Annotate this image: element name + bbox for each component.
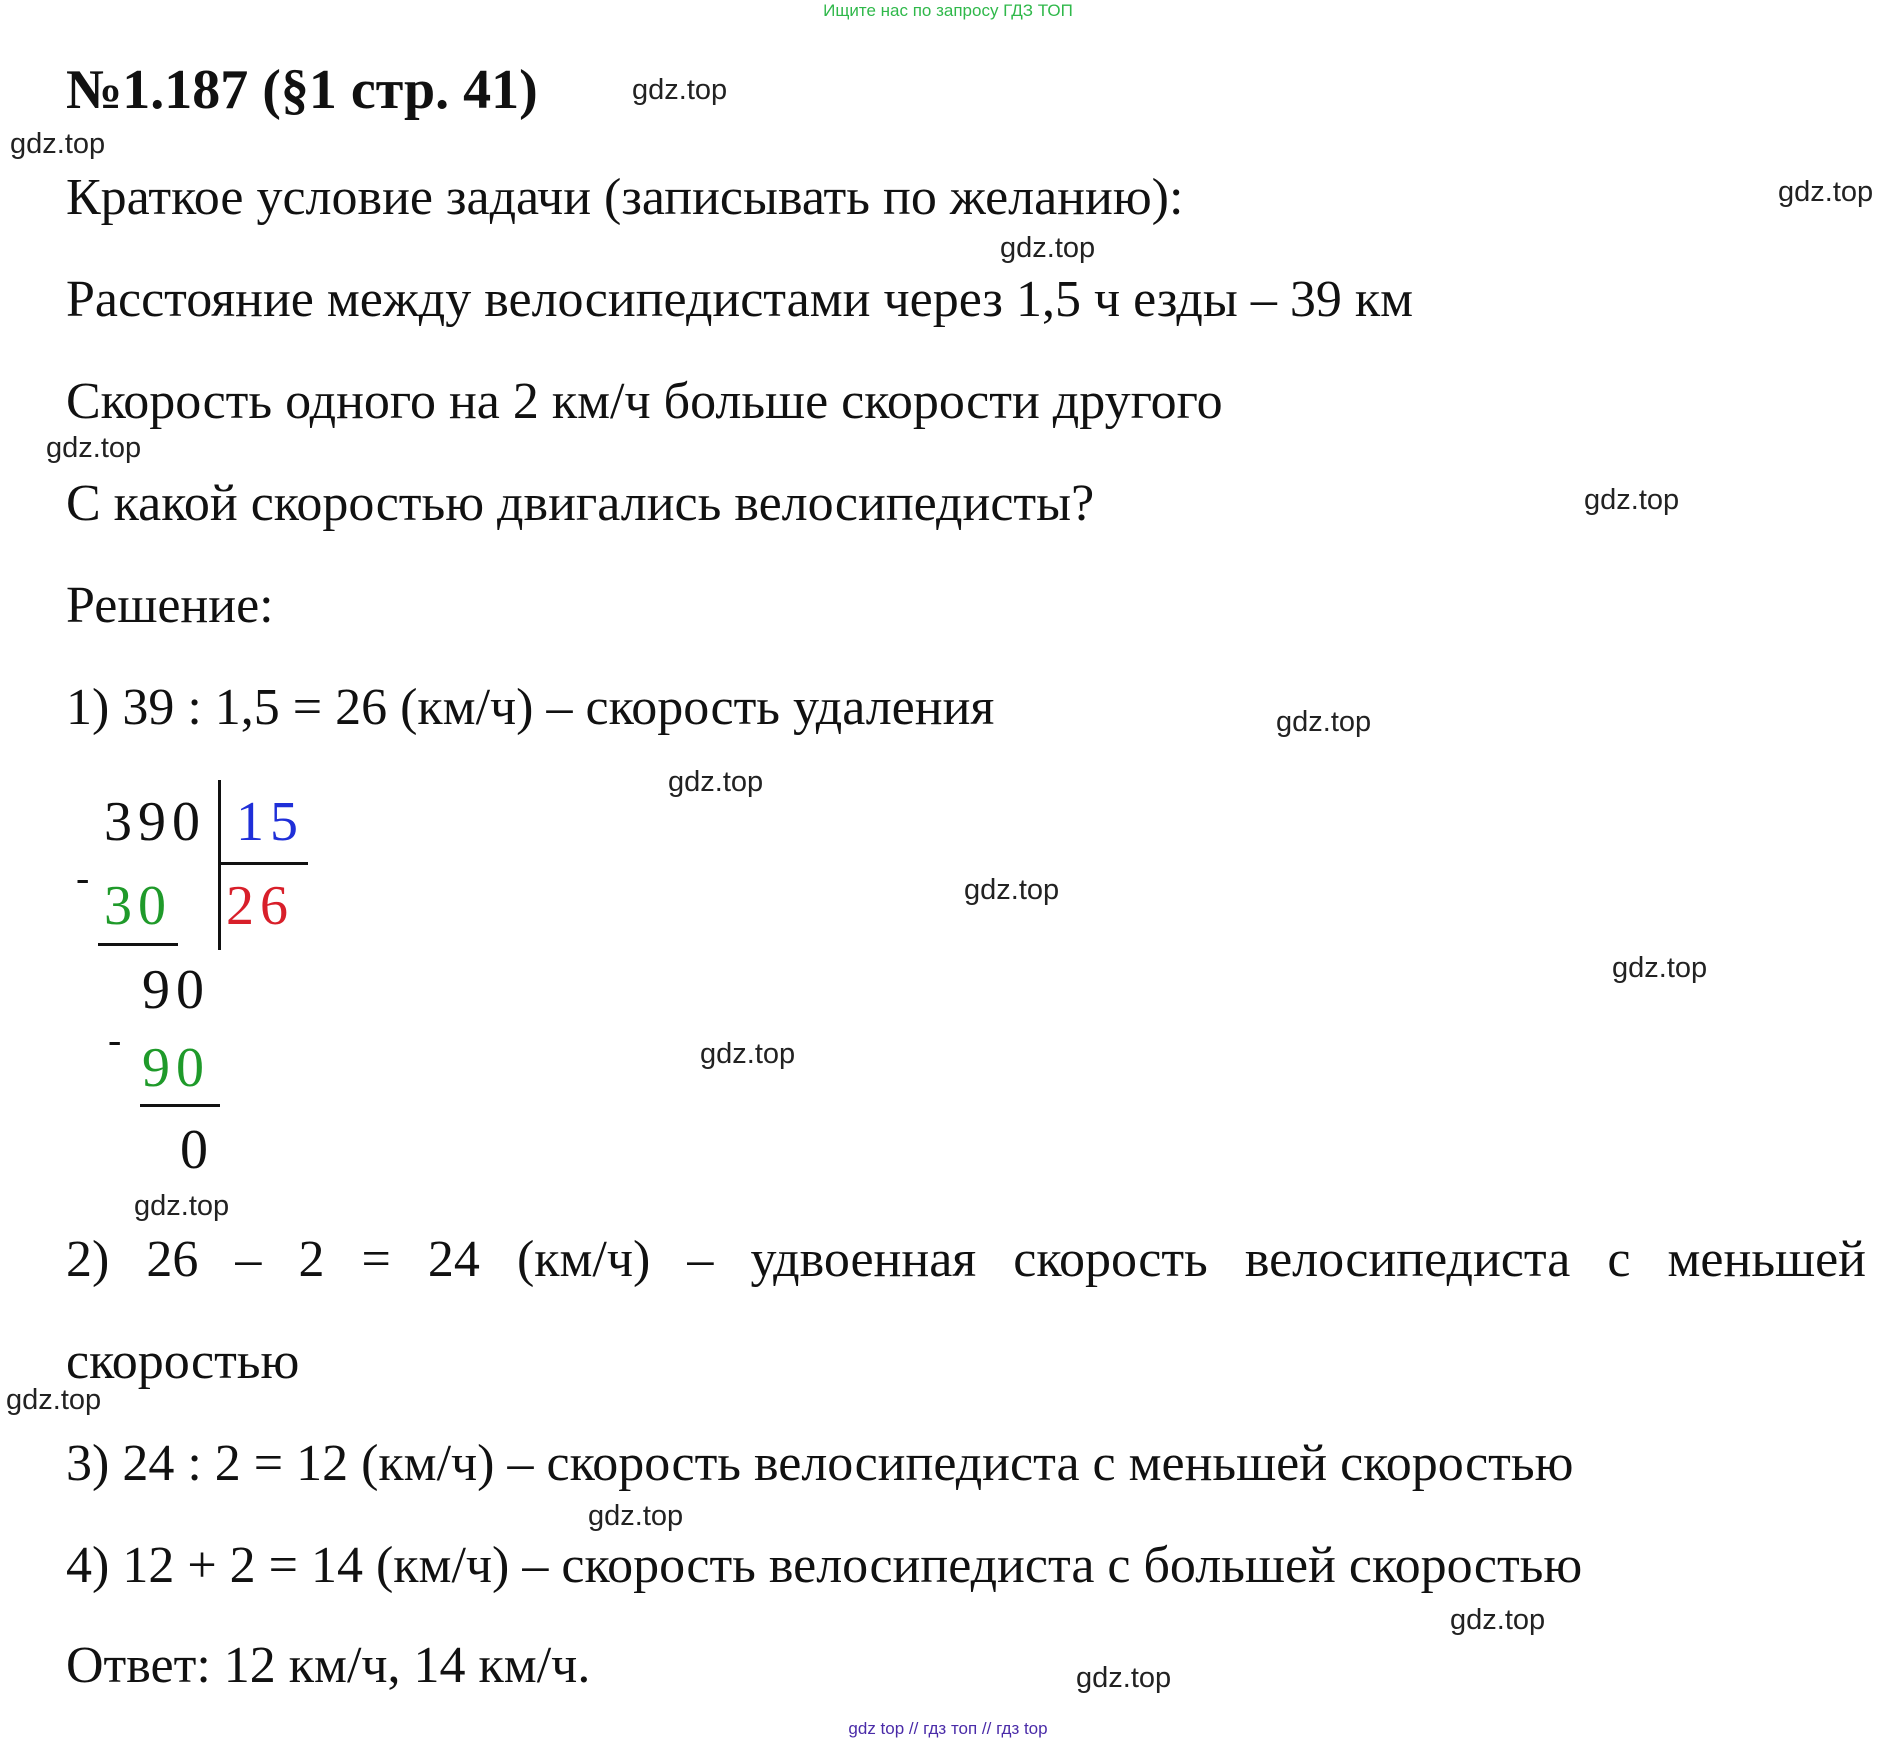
condition-line-distance: Расстояние между велосипедистами через 1,5 ч езды – 39 км bbox=[66, 271, 1413, 328]
division-subtrahend-1: 30 bbox=[104, 875, 172, 937]
watermark: gdz.top bbox=[964, 874, 1060, 906]
division-minus-1: - bbox=[76, 855, 90, 900]
watermark: gdz.top bbox=[668, 766, 764, 798]
division-quotient-bar bbox=[218, 862, 308, 865]
watermark: gdz.top bbox=[6, 1384, 102, 1416]
watermark: gdz.top bbox=[46, 432, 142, 464]
long-division bbox=[68, 770, 328, 1190]
watermark: gdz.top bbox=[10, 128, 106, 160]
watermark: gdz.top bbox=[134, 1190, 230, 1222]
watermark: gdz.top bbox=[632, 74, 728, 106]
answer-line: Ответ: 12 км/ч, 14 км/ч. bbox=[66, 1637, 591, 1694]
division-subtrahend-2: 90 bbox=[142, 1037, 210, 1099]
footer-links: gdz top // гдз топ // гдз top bbox=[848, 1719, 1048, 1738]
watermark: gdz.top bbox=[1778, 176, 1874, 208]
division-line-1 bbox=[98, 943, 178, 946]
watermark: gdz.top bbox=[1584, 484, 1680, 516]
watermark: gdz.top bbox=[588, 1500, 684, 1532]
division-minus-2: - bbox=[108, 1017, 122, 1062]
division-line-2 bbox=[140, 1104, 220, 1107]
watermark: gdz.top bbox=[1612, 952, 1708, 984]
division-dividend: 390 bbox=[104, 791, 206, 853]
question-line: С какой скоростью двигались велосипедисты? bbox=[66, 475, 1095, 532]
watermark: gdz.top bbox=[1276, 706, 1372, 738]
watermark: gdz.top bbox=[1076, 1662, 1172, 1694]
search-banner: Ищите нас по запросу ГДЗ ТОП bbox=[823, 1, 1073, 20]
step-2-line-a: 2) 26 – 2 = 24 (км/ч) – удвоенная скорость велосипедиста с меньшей bbox=[66, 1231, 1866, 1288]
watermark: gdz.top bbox=[1000, 232, 1096, 264]
condition-line-speed: Скорость одного на 2 км/ч больше скорости другого bbox=[66, 373, 1223, 430]
division-divisor: 15 bbox=[236, 791, 304, 853]
watermark: gdz.top bbox=[700, 1038, 796, 1070]
step-2-line-b: скоростью bbox=[66, 1333, 300, 1390]
solution-header: Решение: bbox=[66, 577, 274, 634]
step-3: 3) 24 : 2 = 12 (км/ч) – скорость велосипедиста с меньшей скоростью bbox=[66, 1435, 1574, 1492]
division-result: 0 bbox=[180, 1119, 214, 1181]
condition-header: Краткое условие задачи (записывать по желанию): bbox=[66, 169, 1184, 226]
division-remainder-1: 90 bbox=[142, 959, 210, 1021]
watermark: gdz.top bbox=[1450, 1604, 1546, 1636]
step-4: 4) 12 + 2 = 14 (км/ч) – скорость велосипедиста с большей скоростью bbox=[66, 1537, 1583, 1594]
exercise-title: №1.187 (§1 стр. 41) bbox=[66, 59, 538, 121]
division-quotient: 26 bbox=[226, 875, 294, 937]
division-vertical-bar bbox=[218, 780, 221, 950]
step-1: 1) 39 : 1,5 = 26 (км/ч) – скорость удаления bbox=[66, 679, 995, 736]
